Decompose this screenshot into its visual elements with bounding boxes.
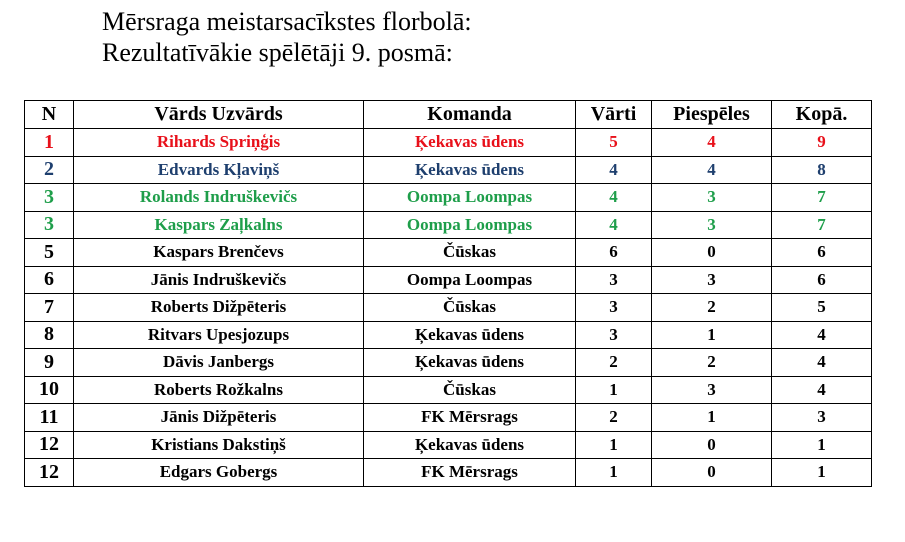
cell-player-name: Roberts Rožkalns [74, 376, 364, 404]
cell-rank: 6 [25, 266, 74, 294]
cell-player-name: Kaspars Zaļkalns [74, 211, 364, 239]
cell-team: Čūskas [364, 239, 576, 267]
table-row [25, 239, 872, 267]
cell-total: 5 [772, 294, 872, 322]
cell-goals: 1 [576, 431, 652, 459]
cell-player-name: Roberts Dižpēteris [74, 294, 364, 322]
table-row [25, 156, 872, 184]
table-row [25, 266, 872, 294]
table-row [25, 376, 872, 404]
table-header-row [25, 101, 872, 129]
table-row [25, 184, 872, 212]
title-line-1: Mērsraga meistarsacīkstes florbolā: [102, 7, 472, 36]
cell-rank: 10 [25, 376, 74, 404]
table-row [25, 321, 872, 349]
cell-player-name: Jānis Indruškevičs [74, 266, 364, 294]
cell-team: FK Mērsrags [364, 459, 576, 487]
cell-assists: 1 [652, 321, 772, 349]
header-n: N [25, 101, 74, 129]
header-goals: Vārti [576, 101, 652, 129]
scorers-table [24, 100, 872, 487]
table-body [25, 129, 872, 487]
cell-goals: 2 [576, 404, 652, 432]
cell-team: Ķekavas ūdens [364, 129, 576, 157]
cell-total: 1 [772, 459, 872, 487]
cell-assists: 0 [652, 459, 772, 487]
cell-team: Ķekavas ūdens [364, 431, 576, 459]
table-row [25, 459, 872, 487]
cell-player-name: Ritvars Upesjozups [74, 321, 364, 349]
cell-assists: 1 [652, 404, 772, 432]
header-name: Vārds Uzvārds [74, 101, 364, 129]
cell-total: 3 [772, 404, 872, 432]
cell-total: 8 [772, 156, 872, 184]
cell-goals: 6 [576, 239, 652, 267]
cell-assists: 0 [652, 431, 772, 459]
cell-total: 7 [772, 211, 872, 239]
cell-rank: 11 [25, 404, 74, 432]
table-row [25, 211, 872, 239]
cell-assists: 3 [652, 376, 772, 404]
cell-goals: 4 [576, 211, 652, 239]
cell-player-name: Rihards Spriņģis [74, 129, 364, 157]
cell-rank: 5 [25, 239, 74, 267]
cell-goals: 3 [576, 321, 652, 349]
cell-rank: 3 [25, 211, 74, 239]
cell-total: 1 [772, 431, 872, 459]
cell-team: Ķekavas ūdens [364, 156, 576, 184]
cell-goals: 1 [576, 376, 652, 404]
cell-assists: 0 [652, 239, 772, 267]
header-total: Kopā. [772, 101, 872, 129]
cell-goals: 3 [576, 294, 652, 322]
cell-rank: 7 [25, 294, 74, 322]
cell-team: FK Mērsrags [364, 404, 576, 432]
cell-player-name: Edvards Kļaviņš [74, 156, 364, 184]
cell-goals: 5 [576, 129, 652, 157]
cell-team: Oompa Loompas [364, 184, 576, 212]
cell-goals: 2 [576, 349, 652, 377]
cell-player-name: Kristians Dakstiņš [74, 431, 364, 459]
cell-rank: 3 [25, 184, 74, 212]
cell-rank: 8 [25, 321, 74, 349]
cell-goals: 4 [576, 184, 652, 212]
cell-total: 6 [772, 239, 872, 267]
header-assists: Piespēles [652, 101, 772, 129]
cell-rank: 2 [25, 156, 74, 184]
table-row [25, 129, 872, 157]
cell-rank: 9 [25, 349, 74, 377]
cell-rank: 12 [25, 459, 74, 487]
cell-assists: 3 [652, 266, 772, 294]
cell-rank: 1 [25, 129, 74, 157]
cell-goals: 3 [576, 266, 652, 294]
cell-assists: 3 [652, 184, 772, 212]
cell-player-name: Kaspars Brenčevs [74, 239, 364, 267]
table-row [25, 294, 872, 322]
cell-team: Ķekavas ūdens [364, 349, 576, 377]
table-row [25, 431, 872, 459]
cell-team: Ķekavas ūdens [364, 321, 576, 349]
cell-player-name: Dāvis Janbergs [74, 349, 364, 377]
cell-total: 4 [772, 376, 872, 404]
table-row [25, 404, 872, 432]
cell-total: 4 [772, 349, 872, 377]
cell-rank: 12 [25, 431, 74, 459]
cell-team: Čūskas [364, 376, 576, 404]
cell-player-name: Jānis Dižpēteris [74, 404, 364, 432]
title-line-2: Rezultatīvākie spēlētāji 9. posmā: [102, 38, 453, 67]
cell-team: Oompa Loompas [364, 211, 576, 239]
cell-assists: 2 [652, 294, 772, 322]
table-row [25, 349, 872, 377]
cell-assists: 4 [652, 129, 772, 157]
cell-assists: 4 [652, 156, 772, 184]
cell-total: 9 [772, 129, 872, 157]
cell-team: Oompa Loompas [364, 266, 576, 294]
cell-assists: 3 [652, 211, 772, 239]
cell-goals: 4 [576, 156, 652, 184]
cell-total: 7 [772, 184, 872, 212]
cell-player-name: Edgars Gobergs [74, 459, 364, 487]
page-title [102, 6, 472, 68]
cell-total: 4 [772, 321, 872, 349]
cell-goals: 1 [576, 459, 652, 487]
cell-team: Čūskas [364, 294, 576, 322]
cell-assists: 2 [652, 349, 772, 377]
header-team: Komanda [364, 101, 576, 129]
cell-player-name: Rolands Indruškevičs [74, 184, 364, 212]
cell-total: 6 [772, 266, 872, 294]
